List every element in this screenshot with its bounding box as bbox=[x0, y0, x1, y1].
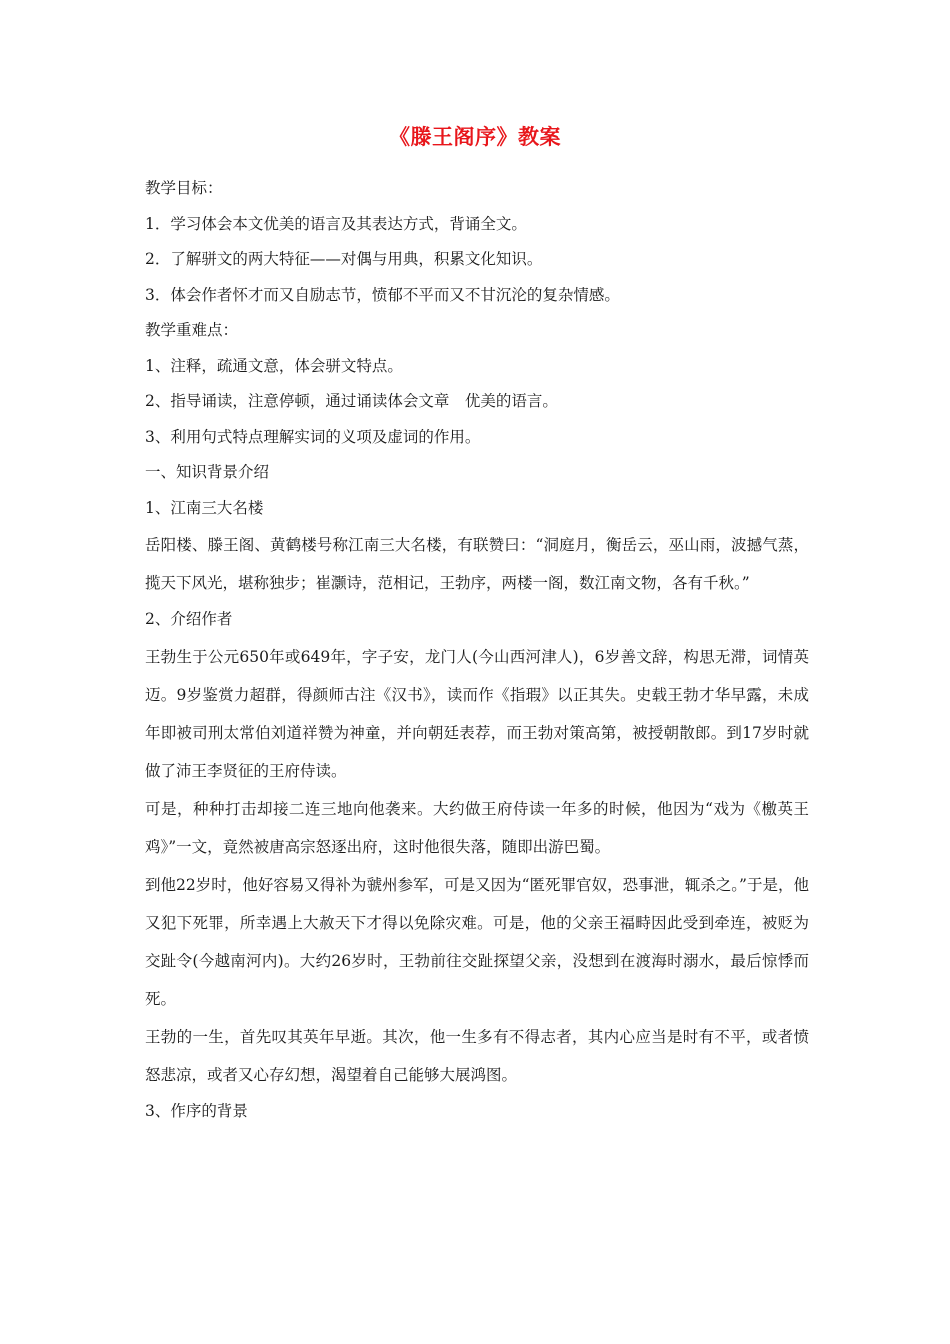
paragraph: 1．学习体会本文优美的语言及其表达方式，背诵全文。 bbox=[145, 214, 527, 233]
section-heading: 一、知识背景介绍 bbox=[145, 463, 270, 481]
subsection-heading: 1、江南三大名楼 bbox=[145, 498, 264, 517]
subsection-heading: 3、作序的背景 bbox=[145, 1101, 248, 1120]
paragraph: 2．了解骈文的两大特征——对偶与用典，积累文化知识。 bbox=[145, 250, 543, 268]
paragraph: 教学目标： bbox=[145, 179, 223, 197]
paragraph: 1、注释，疏通文意，体会骈文特点。 bbox=[145, 356, 403, 375]
paragraph: 3．体会作者怀才而又自励志节，愤郁不平而又不甘沉沦的复杂情感。 bbox=[145, 285, 620, 304]
paragraph: 王勃的一生，首先叹其英年早逝。其次，他一生多有不得志者，其内心应当是时有不平，或者愤怒悲凉，或者又心存幻想，渴望着自己能够大展鸿图。 bbox=[145, 1027, 809, 1084]
paragraph: 可是，种种打击却接二连三地向他袭来。大约做王府侍读一年多的时候，他因为“戏为《檄英王鸡》”一文，竟然被唐高宗怒逐出府，这时他很失落，随即出游巴蜀。 bbox=[145, 799, 809, 856]
paragraph: 岳阳楼、滕王阁、黄鹤楼号称江南三大名楼，有联赞曰：“洞庭月，衡岳云，巫山雨，波撼气蒸，揽天下风光，堪称独步；崔灏诗，范相记，王勃序，两楼一阁，数江南文物，各有千秋。” bbox=[145, 536, 809, 592]
paragraph: 3、利用句式特点理解实词的义项及虚词的作用。 bbox=[145, 427, 481, 446]
paragraph: 教学重难点： bbox=[145, 321, 239, 339]
document-title: 《滕王阁序》教案 bbox=[389, 124, 561, 149]
paragraph: 到他22岁时，他好容易又得补为虢州参军，可是又因为“匿死罪官奴，恐事泄，辄杀之。”于是，他又犯下死罪，所幸遇上大赦天下才得以免除灾难。可是，他的父亲王福畤因此受到牵连，被贬为交趾令(今越南河内)。大约26岁时，王勃前往交趾探望父亲，没想到在渡海时溺水，最后惊悸而死。 bbox=[145, 875, 809, 1008]
document-body bbox=[145, 171, 809, 1129]
paragraph: 王勃生于公元650年或649年，字子安，龙门人(今山西河津人)，6岁善文辞，构思无滞，词情英迈。9岁鉴赏力超群，得颜师古注《汉书》，读而作《指瑕》以正其失。史载王勃才华早露，未成年即被司刑太常伯刘道祥赞为神童，并向朝廷表荐，而王勃对策高第，被授朝散郎。到17岁时就做了沛王李贤征的王府侍读。 bbox=[145, 647, 809, 780]
paragraph: 2、指导诵读，注意停顿，通过诵读体会文章 优美的语言。 bbox=[145, 392, 558, 410]
subsection-heading: 2、介绍作者 bbox=[145, 610, 233, 628]
